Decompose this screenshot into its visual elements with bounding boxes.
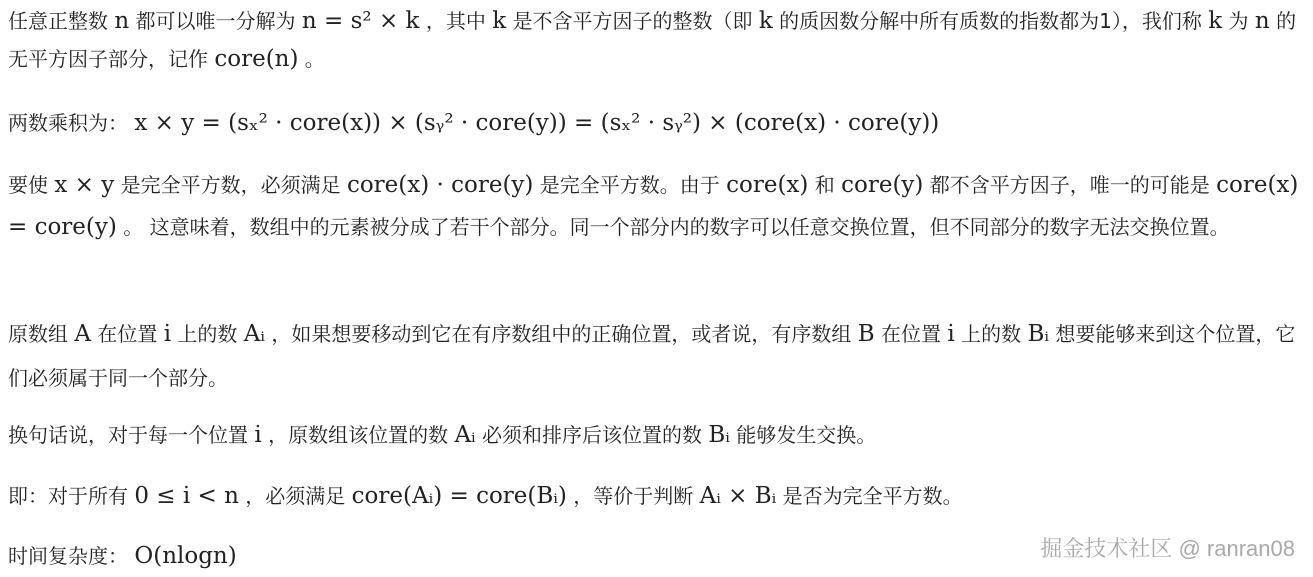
text-run: 在位置 [874,322,948,346]
math-expression: n = s² × k [301,8,420,34]
math-expression: 0 ≤ i < n [134,483,239,509]
text-run: 原数组 [8,322,75,346]
paragraph-product-expansion [8,104,1306,142]
watermark-text: 掘金技术社区 @ ranran08 [1040,536,1295,561]
text-run: ，原数组该位置的数 [261,423,455,447]
text-run: 。 这意味着，数组中的元素被分成了若干个部分。同一个部分内的数字可以任意交换位置，但不同部分的数字无法交换位置。 [116,215,1230,239]
text-run: 换句话说，对于每一个位置 [8,423,255,447]
text-run: 上的数 [954,322,1028,346]
paragraph-restatement [8,416,1306,454]
math-expression: Bᵢ [708,422,730,448]
text-run: 必须和排序后该位置的数 [475,423,709,447]
text-run: ，如果想要移动到它在有序数组中的正确位置，或者说，有序数组 [265,322,858,346]
text-run: 的质因数分解中所有质数的指数都为1），我们称 [772,9,1209,33]
text-run: 在位置 [90,322,164,346]
math-expression: k [1208,8,1223,34]
text-run: 和 [808,173,842,197]
math-expression: Aᵢ [243,321,266,347]
text-run: 的无平方因子部分，记作 [8,9,1297,71]
text-run: 是完全平方数。由于 [533,173,727,197]
text-run: 上的数 [171,322,244,346]
text-run: 都可以唯一分解为 [129,9,302,33]
math-expression: i [947,321,955,347]
text-run: 想要能够来到这个位置，它们必须属于同一个部分。 [8,322,1296,390]
text-run: 是完全平方数，必须满足 [114,173,347,197]
text-run: 任意正整数 [8,9,115,33]
math-expression: core(y) [841,172,924,198]
math-expression: Aᵢ × Bᵢ [699,483,777,509]
math-expression: x × y [54,172,115,198]
text-run: 即：对于所有 [8,484,135,508]
paragraph-final-condition [8,477,1306,515]
paragraph-position-argument [8,312,1306,400]
text-run: ，其中 [419,9,493,33]
text-run: 是否为完全平方数。 [776,484,963,508]
paragraph-square-condition [8,164,1306,248]
math-expression: x × y = (sₓ² · core(x)) × (sᵧ² · core(y)) = (sₓ² · sᵧ²) × (core(x) · core(y)) [134,110,940,136]
math-expression: i [254,422,262,448]
text-run: 两数乘积为： [8,111,135,135]
text-run: 为 [1222,9,1255,33]
math-expression: n [114,8,130,34]
text-run: 要使 [8,173,55,197]
math-expression: core(Aᵢ) = core(Bᵢ) [351,483,567,509]
math-expression: B [857,321,875,347]
math-expression: k [492,8,507,34]
math-expression: O(nlogn) [134,543,237,569]
text-run: 能够发生交换。 [729,423,877,447]
text-run: ，等价于判断 [566,484,700,508]
math-expression: Bᵢ [1027,321,1049,347]
text-run: 是不含平方因子的整数（即 [506,9,759,33]
math-expression: core(n) [214,46,299,72]
text-run: 。 [298,47,325,71]
math-expression: k [758,8,773,34]
math-expression: core(x) = core(y) [8,172,1299,240]
text-run: 都不含平方因子，唯一的可能是 [923,173,1217,197]
math-expression: n [1254,8,1270,34]
math-expression: A [74,321,91,347]
math-expression: i [163,321,172,347]
paragraph-core-definition [8,2,1306,78]
math-expression: core(x) · core(y) [346,172,534,198]
text-run: 时间复杂度： [8,544,135,568]
math-expression: core(x) [726,172,809,198]
text-run: ，必须满足 [238,484,352,508]
math-expression: Aᵢ [454,422,476,448]
